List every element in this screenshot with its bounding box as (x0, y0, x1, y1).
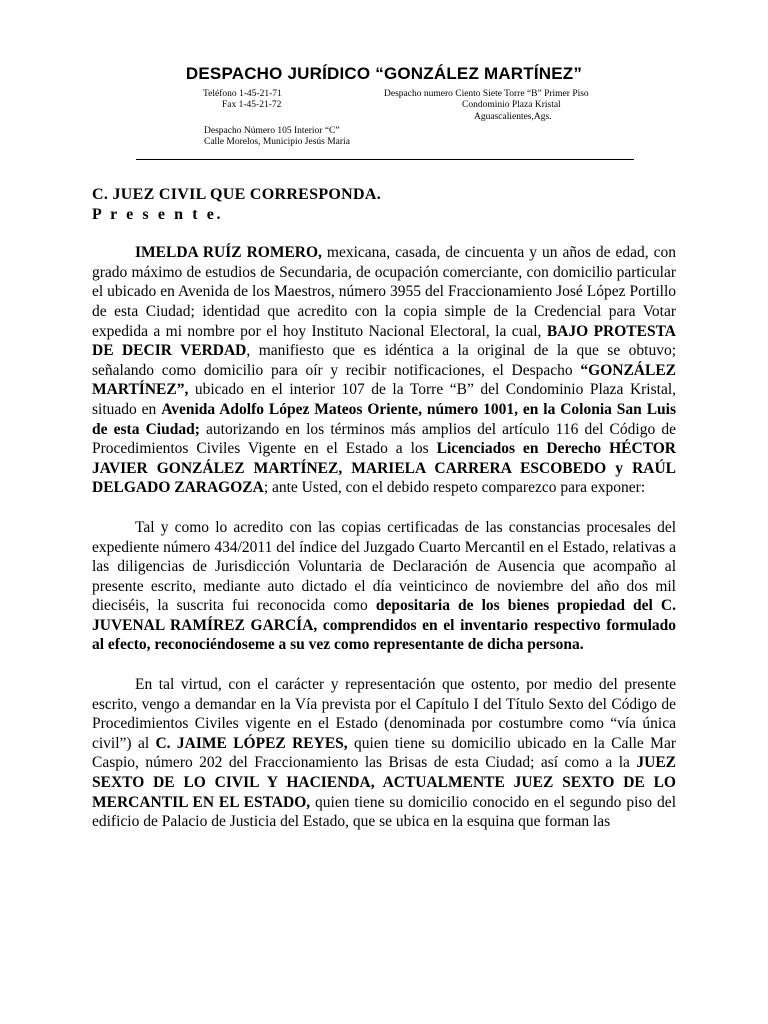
letterhead-fax: Fax 1-45-21-72 (222, 100, 282, 110)
paragraph-2 (92, 518, 676, 655)
paragraph-3-text: quien tiene su domicilio ubicado en la Calle Mar Caspio, número 202 del Fraccionamiento las Brisas de esta Ciudad; así como a la (92, 734, 676, 772)
addressee-line: C. JUEZ CIVIL QUE CORRESPONDA. (92, 186, 382, 203)
paragraph-3-text: En tal virtud, con el carácter y representación que ostento, por medio del presente escrito, vengo a demandar en la Vía prevista por el Capítulo I del Título Sexto del Código de Procedimientos Civiles vigente en el Estado (denominada por costumbre como “vía única civil”) al (92, 676, 676, 752)
paragraph-3-bold: JUEZ SEXTO DE LO CIVIL Y HACIENDA, ACTUALMENTE JUEZ SEXTO DE LO MERCANTIL EN EL ESTADO, (92, 754, 676, 811)
paragraph-1-text: autorizando en los términos más amplios del artículo 116 del Código de Procedimientos Civiles Vigente en el Estado a los (92, 420, 676, 458)
paragraph-3-text: quien tiene su domicilio conocido en el segundo piso del edificio de Palacio de Justicia del Estado, que se ubica en la esquina que forman las (92, 793, 676, 831)
letterhead-office-right-1: Despacho numero Ciento Siete Torre “B” Primer Piso (384, 89, 589, 99)
letterhead-divider (136, 159, 634, 160)
letterhead-office-left-1: Despacho Número 105 Interior “C” (204, 126, 340, 136)
document-body (92, 185, 676, 832)
paragraph-1-bold: BAJO PROTESTA DE DECIR VERDAD (92, 322, 676, 360)
paragraph-2-bold: depositaria de los bienes propiedad del C. JUVENAL RAMÍREZ GARCÍA, comprendidos en el inventario respectivo formulado al efecto, reconociéndoseme a su vez como representante de dicha persona. (92, 597, 676, 654)
paragraph-1-bold: IMELDA RUÍZ ROMERO, (135, 244, 322, 262)
letterhead-office-right-3: Aguascalientes,Ags. (474, 112, 552, 122)
paragraph-1-text: ; ante Usted, con el debido respeto comparezco para exponer: (263, 479, 646, 497)
paragraph-3 (92, 675, 676, 832)
paragraph-1-text: mexicana, casada, de cincuenta y un años de edad, con grado máximo de estudios de Secundaria, de ocupación comerciante, con domicilio particular el ubicado en Avenida de los Maestros, número 3955 del Fraccionamiento José López Portillo de esta Ciudad; identidad que acredito con la copia simple de la Credencial para Votar expedida a mi nombre por el hoy Instituto Nacional Electoral, la cual, (92, 244, 676, 340)
paragraph-1-bold: Avenida Adolfo López Mateos Oriente, número 1001, en la Colonia San Luis de esta Ciudad; (92, 400, 676, 438)
paragraph-1-text: ubicado en el interior 107 de la Torre “B” del Condominio Plaza Kristal, situado en (92, 381, 676, 418)
paragraph-1 (92, 243, 676, 498)
paragraph-1-bold: “GONZÁLEZ MARTÍNEZ”, (92, 361, 676, 399)
paragraph-3-bold: C. JAIME LÓPEZ REYES, (155, 734, 348, 752)
paragraph-1-text: , manifiesto que es idéntica a la original de la que se obtuvo; señalando como domicilio para oír y recibir notificaciones, el Despacho (92, 342, 676, 379)
letterhead-title: DESPACHO JURÍDICO “GONZÁLEZ MARTÍNEZ” (185, 64, 583, 83)
paragraph-2-text: Tal y como lo acredito con las copias certificadas de las constancias procesales del expediente número 434/2011 del índice del Juzgado Cuarto Mercantil en el Estado, relativas a las diligencias de Jurisdicción Voluntaria de Declaración de Ausencia que acompaño al presente escrito, mediante auto dictado el día veinticinco de noviembre del año dos mil dieciséis, la suscrita fui reconocida como (92, 518, 676, 615)
paragraph-1-bold: Licenciados en Derecho HÉCTOR JAVIER GONZÁLEZ MARTÍNEZ, MARIELA CARRERA ESCOBEDO y RAÚL DELGADO ZARAGOZA (92, 440, 676, 497)
letterhead-phone: Teléfono 1-45-21-71 (203, 89, 282, 99)
letterhead-office-right-2: Condominio Plaza Kristal (462, 100, 561, 110)
salutation-line: P r e s e n t e. (92, 205, 224, 223)
letterhead-office-left-2: Calle Morelos, Municipio Jesús María (204, 137, 350, 147)
